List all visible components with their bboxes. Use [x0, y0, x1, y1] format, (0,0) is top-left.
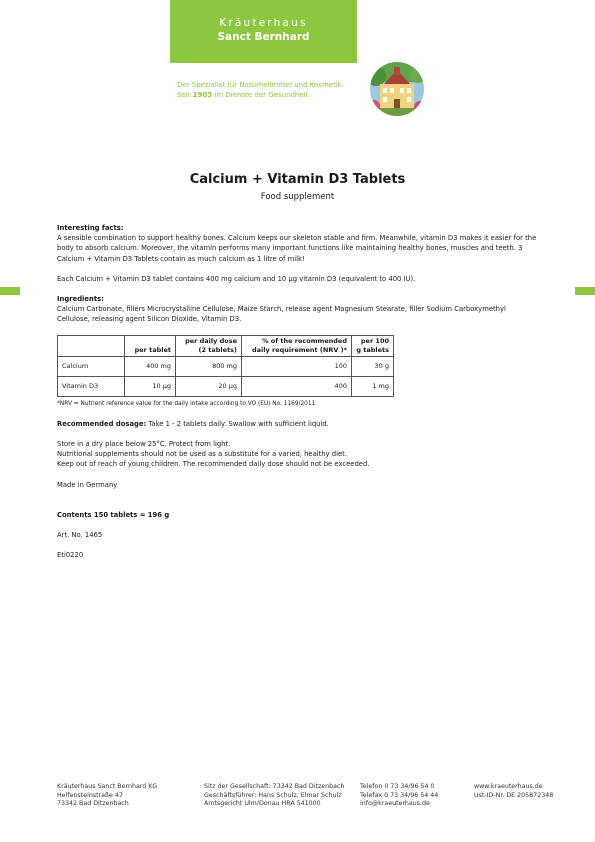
footer-web: [474, 783, 553, 800]
ingredients-heading: Ingredients:: [57, 295, 104, 304]
brand-tagline: [177, 80, 344, 100]
footer-email[interactable]: info@kraeuterhaus.de: [360, 800, 430, 808]
brand-logo: [170, 0, 357, 63]
table-header-row: [58, 335, 394, 356]
label-code: Eti0220: [57, 551, 84, 560]
building-photo: [370, 62, 424, 116]
table-cell: 10 µg: [125, 376, 176, 396]
table-footnote: *NRV = Nutrient reference value for the daily intake according to VO (EU) No. 1169/2011: [57, 400, 316, 407]
table-cell: 400: [242, 376, 352, 396]
tagline-line1: Der Spezialist für Naturheilmittel und Kosmetik.: [177, 81, 345, 89]
nutrition-table: [57, 335, 394, 397]
table-cell: 400 mg: [125, 356, 176, 376]
table-header-cell: per 100 g tablets: [352, 335, 394, 356]
dosage-text: [57, 419, 539, 429]
product-subtitle: Food supplement: [260, 192, 335, 202]
footer-line: Sitz der Gesellschaft: 73342 Bad Ditzenbach: [204, 783, 345, 790]
facts-heading: Interesting facts:: [57, 224, 124, 232]
tagline-post: im Dienste der Gesundheit.: [212, 91, 311, 99]
article-number: Art. No. 1465: [57, 531, 103, 540]
ingredients-text: Calcium Carbonate, fillers Microcrystalline Cellulose, Maize Starch, release agent Magnesium Stearate, filler Sodium Carboxymethyl Cellulose, releasing agent Silicon Dioxide, Vitamin D3.: [57, 305, 506, 324]
table-row: [58, 356, 394, 376]
fold-mark-left: [0, 287, 20, 295]
footer-website-link[interactable]: www.kraeuterhaus.de: [474, 783, 543, 790]
footer-company: [57, 783, 157, 809]
logo-text-line2: Sanct Bernhard: [217, 31, 310, 43]
footer-legal: [204, 783, 344, 809]
table-cell: Calcium: [58, 356, 125, 376]
table-row: [58, 376, 394, 396]
footer-line: Telefon 0 73 34/96 54 0: [360, 783, 435, 790]
dosage-label: Recommended dosage:: [57, 419, 147, 428]
footer-line: Telefax 0 73 34/96 54 44: [360, 791, 439, 799]
label-content: [57, 223, 539, 560]
table-cell: 30 g: [352, 356, 394, 376]
footer-line: Amtsgericht Ulm/Donau HRA 541000: [204, 800, 321, 808]
made-in: Made in Germany: [57, 480, 118, 489]
footer-line: Helfensteinstraße 47: [57, 791, 123, 799]
table-header-cell: per daily dose (2 tablets): [176, 335, 242, 356]
table-header-cell: [58, 335, 125, 356]
table-cell: 20 µg: [176, 376, 242, 396]
facts-text: A sensible combination to support healthy bones. Calcium keeps our skeleton stable and firm. Meanwhile, vitamin D3 makes it easier for the body to absorb calcium. Moreover, the vitamin performs many important functions like maintaining healthy bones, muscles and teeth. 3 Calcium + Vitamin D3 Tablets contain as much calcium as 1 litre of milk!: [57, 234, 537, 263]
fold-mark-right: [575, 287, 595, 295]
storage-line: Store in a dry place below 25°C. Protect from light.: [57, 440, 231, 449]
footer-line: Geschäftsführer: Hans Schulz, Elmar Schulz: [204, 791, 342, 799]
footer-line: Ust-ID-Nr. DE 205872348: [474, 791, 554, 799]
building-photo-badge: [370, 62, 424, 116]
table-header-cell: % of the recommended daily requirement (NRV )*: [242, 335, 352, 356]
tagline-pre: Seit: [177, 91, 193, 99]
footer-contact: [360, 783, 438, 809]
storage-line: Nutritional supplements should not be used as a substitute for a varied, healthy diet.: [57, 450, 347, 459]
contents: Contents 150 tablets = 196 g: [57, 510, 170, 519]
table-cell: 1 mg: [352, 376, 394, 396]
table-cell: 800 mg: [176, 356, 242, 376]
per-tablet-text: Each Calcium + Vitamin D3 tablet contains 400 mg calcium and 10 µg vitamin D3 (equivalent to 400 IU).: [57, 274, 416, 283]
footer-line: Kräuterhaus Sanct Bernhard KG: [57, 783, 158, 790]
tagline-line2: [177, 90, 344, 100]
footer-line: 73342 Bad Ditzenbach: [57, 800, 129, 808]
product-title: Calcium + Vitamin D3 Tablets: [189, 172, 406, 187]
table-cell: Vitamin D3: [58, 376, 125, 396]
table-header-cell: per tablet: [125, 335, 176, 356]
table-cell: 100: [242, 356, 352, 376]
logo-text-line1: Kräuterhaus: [219, 17, 308, 29]
storage-line: Keep out of reach of young children. The recommended daily dose should not be exceeded.: [57, 460, 370, 469]
tagline-year: 1903: [192, 91, 213, 99]
dosage-instructions: Take 1 - 2 tablets daily. Swallow with sufficient liquid.: [146, 419, 329, 428]
